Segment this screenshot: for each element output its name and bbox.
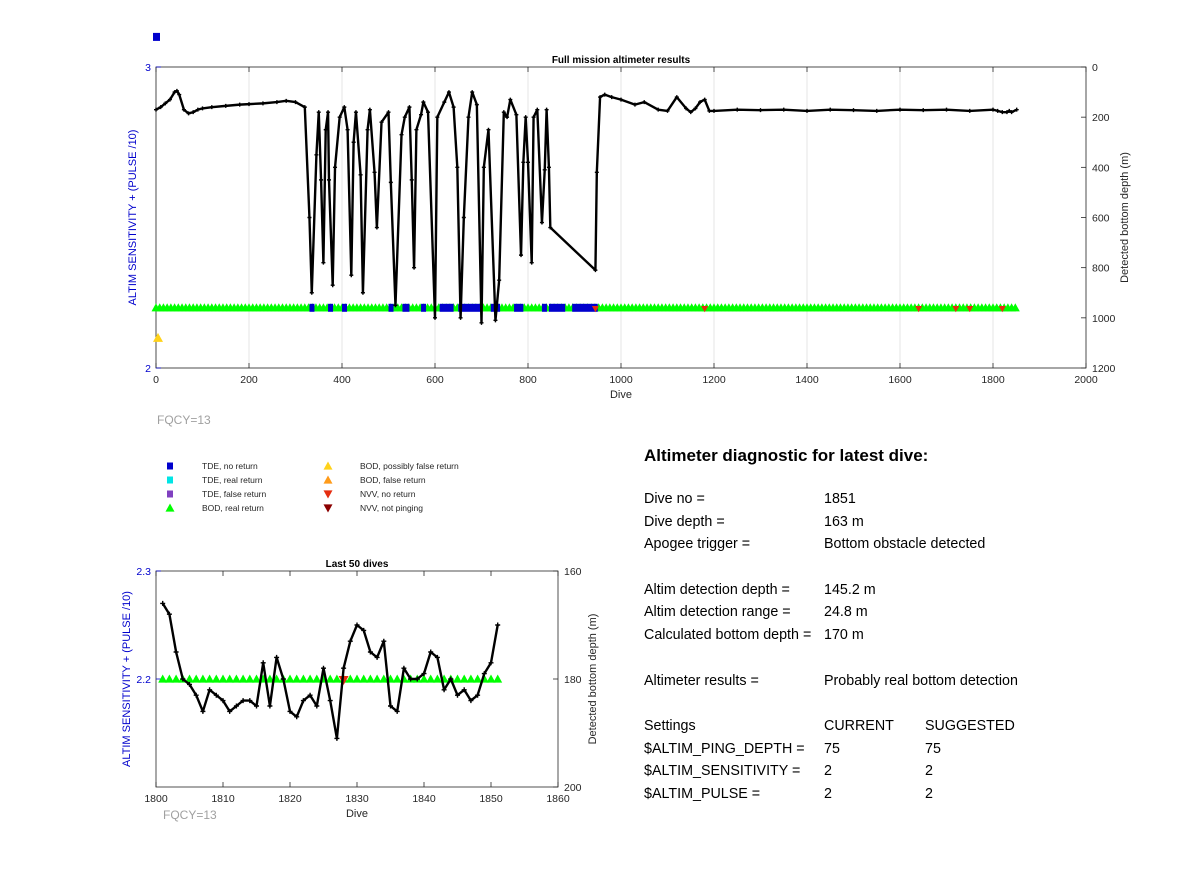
y-left-tick-label: 2 bbox=[145, 363, 151, 375]
setting-name: $ALTIM_SENSITIVITY = bbox=[644, 763, 801, 780]
y-right-tick-label: 800 bbox=[1092, 262, 1110, 275]
depth-point bbox=[261, 660, 266, 665]
x-tick-label: 1600 bbox=[888, 374, 912, 386]
legend-triangle-up-icon bbox=[166, 504, 175, 512]
x-tick-label: 1000 bbox=[609, 374, 633, 386]
calc-depth-label: Calculated bottom depth = bbox=[644, 627, 812, 644]
settings-label: Settings bbox=[644, 717, 696, 734]
tde-no-return-marker bbox=[440, 304, 454, 312]
x-tick-label: 1850 bbox=[479, 793, 503, 805]
depth-point bbox=[486, 128, 490, 132]
depth-point bbox=[314, 153, 318, 157]
depth-point bbox=[412, 266, 416, 270]
apogee-row bbox=[644, 533, 1184, 556]
x-tick-label: 0 bbox=[153, 374, 159, 386]
x-tick-label: 600 bbox=[426, 374, 444, 386]
legend-square-icon bbox=[167, 477, 173, 484]
setting-name: $ALTIM_PULSE = bbox=[644, 785, 761, 802]
depth-point bbox=[327, 178, 331, 182]
depth-point bbox=[354, 110, 358, 114]
x-tick-label: 1200 bbox=[702, 374, 726, 386]
bod-possibly-false-marker bbox=[153, 333, 163, 342]
tde-no-return-marker bbox=[342, 304, 347, 312]
x-tick-label: 1800 bbox=[981, 374, 1005, 386]
setting-row bbox=[644, 760, 1184, 783]
y-right-tick-label: 200 bbox=[564, 782, 582, 794]
depth-point bbox=[497, 278, 501, 282]
depth-point bbox=[595, 170, 599, 174]
legend-triangle-up-icon bbox=[324, 462, 333, 470]
legend-label: BOD, false return bbox=[360, 475, 426, 485]
results-row bbox=[644, 670, 1184, 693]
legend-entry bbox=[324, 489, 416, 499]
tde-no-return-marker bbox=[328, 304, 333, 312]
depth-point bbox=[462, 216, 466, 220]
x-tick-label: 1830 bbox=[345, 793, 369, 805]
depth-point bbox=[735, 108, 739, 112]
depth-point bbox=[480, 321, 484, 325]
depth-point bbox=[174, 650, 179, 655]
tde-no-return-marker bbox=[309, 304, 314, 312]
depth-point bbox=[333, 165, 337, 169]
tde-no-return-marker bbox=[549, 304, 565, 312]
depth-point bbox=[545, 108, 549, 112]
depth-point bbox=[524, 115, 528, 119]
dive-no-value: 1851 bbox=[824, 491, 856, 507]
setting-current: 75 bbox=[824, 740, 840, 757]
depth-point bbox=[389, 180, 393, 184]
setting-row bbox=[644, 738, 1184, 761]
y-right-axis-label: Detected bottom depth (m) bbox=[1119, 152, 1131, 283]
depth-point bbox=[898, 108, 902, 112]
depth-point bbox=[828, 108, 832, 112]
depth-point bbox=[328, 698, 333, 703]
depth-point bbox=[366, 128, 370, 132]
tde-no-return-marker bbox=[542, 304, 547, 312]
depth-point bbox=[321, 666, 326, 671]
y-left-tick-label: 2.3 bbox=[136, 566, 151, 578]
legend-square-icon bbox=[167, 491, 173, 498]
depth-point bbox=[275, 100, 279, 104]
legend-square-icon bbox=[167, 463, 173, 470]
legend-label: BOD, possibly false return bbox=[360, 461, 459, 471]
depth-point bbox=[284, 99, 288, 103]
setting-suggested: 2 bbox=[925, 785, 933, 802]
dive-depth-label: Dive depth = bbox=[644, 513, 725, 530]
legend-entry bbox=[167, 461, 258, 471]
altim-depth-value: 145.2 m bbox=[824, 581, 876, 598]
y-right-tick-label: 1200 bbox=[1092, 363, 1116, 375]
depth-point bbox=[375, 226, 379, 230]
depth-point bbox=[238, 103, 242, 107]
depth-point bbox=[921, 108, 925, 112]
setting-suggested: 2 bbox=[925, 763, 933, 780]
legend-label: TDE, real return bbox=[202, 475, 263, 485]
y-right-tick-label: 180 bbox=[564, 674, 582, 686]
depth-point bbox=[945, 108, 949, 112]
tde-no-return-marker bbox=[389, 304, 394, 312]
depth-point bbox=[495, 623, 500, 628]
depth-point bbox=[540, 221, 544, 225]
x-tick-label: 1860 bbox=[546, 793, 570, 805]
results-label: Altimeter results = bbox=[644, 672, 759, 689]
x-axis-label: Dive bbox=[609, 389, 633, 401]
x-tick-label: 1840 bbox=[412, 793, 436, 805]
legend-entry bbox=[324, 475, 426, 485]
legend-triangle-down-icon bbox=[324, 490, 333, 498]
depth-point bbox=[317, 110, 321, 114]
calc-depth-value: 170 m bbox=[824, 627, 864, 644]
depth-point bbox=[310, 291, 314, 295]
legend-label: TDE, false return bbox=[202, 489, 267, 499]
altim-range-label: Altim detection range = bbox=[644, 604, 791, 621]
x-tick-label: 1400 bbox=[795, 374, 819, 386]
depth-point bbox=[224, 104, 228, 108]
y-left-axis-label: ALTIM SENSITIVITY + (PULSE /10) bbox=[121, 591, 133, 767]
legend-entry bbox=[167, 489, 267, 499]
x-tick-label: 400 bbox=[333, 374, 351, 386]
depth-points bbox=[154, 89, 1019, 325]
diagnostic-panel bbox=[644, 446, 1184, 806]
dive-no-row bbox=[644, 488, 1184, 511]
x-tick-label: 2000 bbox=[1074, 374, 1098, 386]
depth-point bbox=[352, 140, 356, 144]
depth-point bbox=[334, 736, 339, 741]
y-right-tick-label: 1000 bbox=[1092, 312, 1116, 325]
depth-point bbox=[519, 253, 523, 257]
settings-header-row bbox=[644, 715, 1184, 738]
fqcy-label-bottom: FQCY=13 bbox=[163, 808, 217, 822]
tde-no-return-marker bbox=[153, 33, 160, 41]
bod-real-marker bbox=[493, 675, 502, 683]
legend-label: NVV, not pinging bbox=[360, 503, 424, 513]
depth-point bbox=[459, 316, 463, 320]
legend-label: BOD, real return bbox=[202, 503, 264, 513]
dive-depth-row bbox=[644, 511, 1184, 534]
marker-layer bbox=[152, 33, 1020, 342]
y-right-tick-label: 160 bbox=[564, 566, 582, 578]
depth-point bbox=[331, 283, 335, 287]
setting-suggested: 75 bbox=[925, 740, 941, 757]
legend-entry bbox=[167, 475, 263, 485]
x-tick-label: 1800 bbox=[144, 793, 168, 805]
depth-point bbox=[433, 316, 437, 320]
depth-point bbox=[482, 165, 486, 169]
legend-triangle-down-icon bbox=[324, 504, 333, 512]
fqcy-label-top: FQCY=13 bbox=[157, 413, 211, 427]
chart-title: Full mission altimeter results bbox=[551, 55, 691, 66]
chart-title: Last 50 dives bbox=[325, 559, 389, 570]
dive-no-label: Dive no = bbox=[644, 491, 705, 507]
calc-depth-row bbox=[644, 624, 1184, 647]
depth-points bbox=[160, 601, 500, 741]
depth-point bbox=[543, 168, 547, 172]
depth-point bbox=[361, 291, 365, 295]
legend-label: NVV, no return bbox=[360, 489, 416, 499]
y-left-tick-label: 2.2 bbox=[136, 674, 151, 686]
x-tick-label: 200 bbox=[240, 374, 258, 386]
diagnostic-title: Altimeter diagnostic for latest dive: bbox=[644, 446, 929, 465]
depth-point bbox=[326, 110, 330, 114]
y-right-tick-label: 200 bbox=[1092, 112, 1110, 125]
legend-entry bbox=[166, 503, 265, 513]
depth-point bbox=[526, 160, 530, 164]
depth-point bbox=[307, 216, 311, 220]
depth-series-line bbox=[163, 603, 498, 738]
depth-point bbox=[359, 173, 363, 177]
depth-point bbox=[875, 109, 879, 113]
depth-point bbox=[319, 178, 323, 182]
tde-no-return-marker bbox=[514, 304, 523, 312]
depth-point bbox=[321, 261, 325, 265]
depth-point bbox=[349, 273, 353, 277]
y-right-tick-label: 0 bbox=[1092, 62, 1098, 74]
x-tick-label: 1820 bbox=[278, 793, 302, 805]
current-header: CURRENT bbox=[824, 717, 894, 734]
dive-depth-value: 163 m bbox=[824, 513, 864, 530]
legend-triangle-up-icon bbox=[324, 476, 333, 484]
tde-no-return-marker bbox=[421, 304, 426, 312]
legend-entry bbox=[324, 503, 424, 513]
y-left-tick-label: 3 bbox=[145, 62, 151, 74]
depth-point bbox=[805, 109, 809, 113]
tde-no-return-marker bbox=[402, 304, 409, 312]
depth-point bbox=[368, 108, 372, 112]
setting-current: 2 bbox=[824, 763, 832, 780]
results-value: Probably real bottom detection bbox=[824, 672, 1018, 689]
depth-point bbox=[455, 165, 459, 169]
altim-depth-label: Altim detection depth = bbox=[644, 581, 790, 598]
x-axis-label: Dive bbox=[345, 808, 369, 820]
depth-point bbox=[530, 261, 534, 265]
depth-point bbox=[547, 165, 551, 169]
depth-point bbox=[712, 109, 716, 113]
suggested-header: SUGGESTED bbox=[925, 717, 1015, 734]
depth-point bbox=[759, 108, 763, 112]
setting-name: $ALTIM_PING_DEPTH = bbox=[644, 740, 805, 757]
depth-point bbox=[247, 102, 251, 106]
depth-point bbox=[968, 109, 972, 113]
setting-current: 2 bbox=[824, 785, 832, 802]
depth-point bbox=[210, 105, 214, 109]
x-tick-label: 1810 bbox=[211, 793, 235, 805]
altim-range-row bbox=[644, 601, 1184, 624]
depth-point bbox=[410, 178, 414, 182]
depth-point bbox=[373, 170, 377, 174]
depth-point bbox=[521, 160, 525, 164]
x-tick-label: 800 bbox=[519, 374, 537, 386]
depth-point bbox=[852, 108, 856, 112]
y-right-tick-label: 600 bbox=[1092, 212, 1110, 225]
legend-entry bbox=[324, 461, 460, 471]
legend-label: TDE, no return bbox=[202, 461, 258, 471]
altim-range-value: 24.8 m bbox=[824, 604, 868, 621]
depth-point bbox=[782, 108, 786, 112]
apogee-value: Bottom obstacle detected bbox=[824, 536, 986, 553]
y-left-axis-label: ALTIM SENSITIVITY + (PULSE /10) bbox=[127, 129, 139, 306]
depth-series-line bbox=[156, 91, 1017, 323]
depth-point bbox=[493, 318, 497, 322]
y-right-axis-label: Detected bottom depth (m) bbox=[587, 613, 599, 745]
y-right-tick-label: 400 bbox=[1092, 162, 1110, 175]
setting-row bbox=[644, 783, 1184, 806]
depth-point bbox=[261, 101, 265, 105]
depth-point bbox=[267, 704, 272, 709]
apogee-label: Apogee trigger = bbox=[644, 536, 751, 553]
depth-point bbox=[341, 666, 346, 671]
altim-depth-row bbox=[644, 579, 1184, 602]
